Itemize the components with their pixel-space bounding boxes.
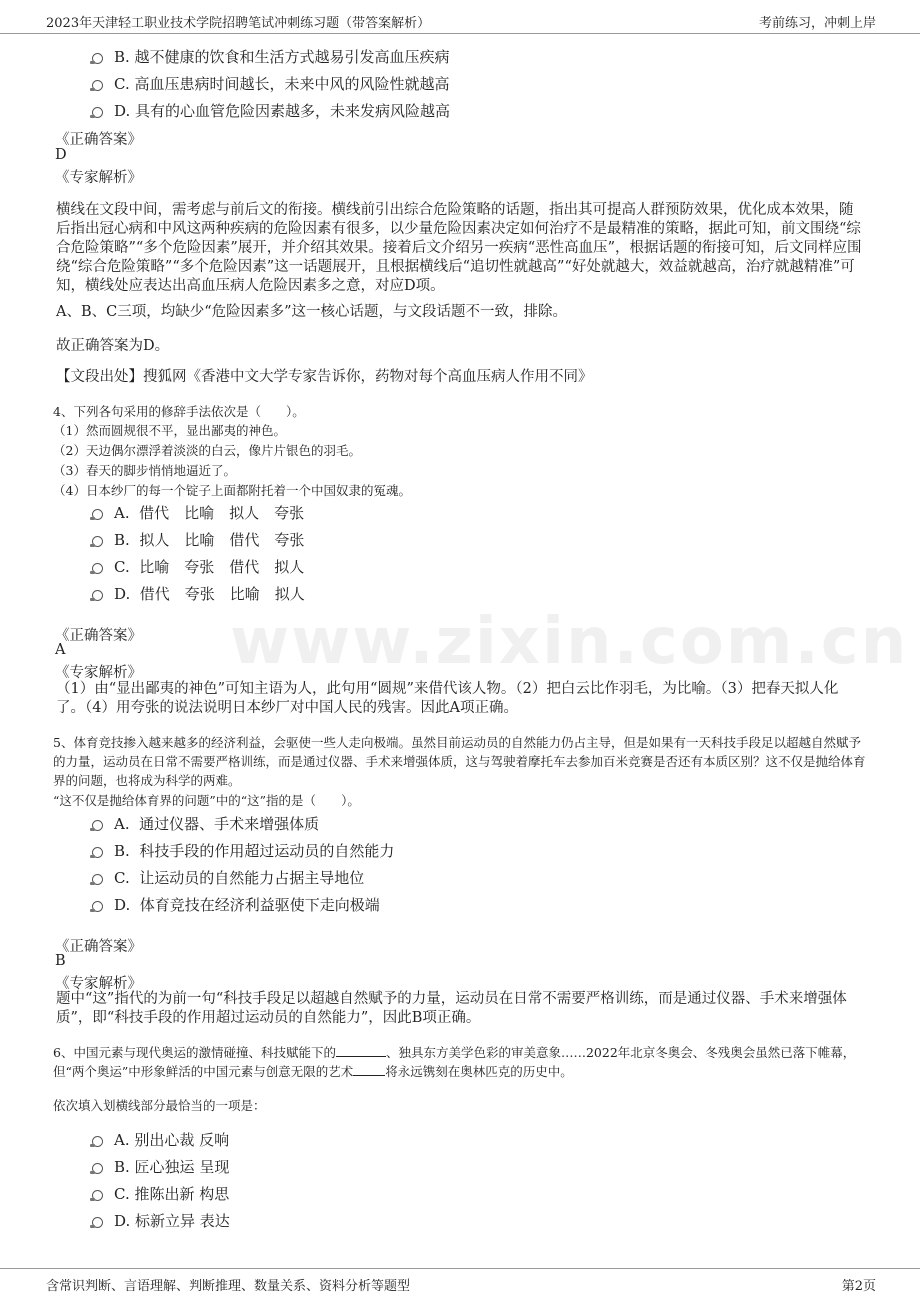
question-stem: 4、下列各句采用的修辞手法依次是（ ）。 (53, 404, 305, 419)
page-footer (0, 1268, 920, 1302)
q4-item: （2）天边偶尔漂浮着淡淡的白云，像片片银色的羽毛。 (53, 443, 361, 458)
option-text: B. 拟人 比喻 借代 夸张 (114, 531, 305, 549)
option-text: B. 匠心独运 呈现 (114, 1158, 230, 1176)
radio-icon[interactable] (92, 874, 103, 885)
stem-part: 、独具东方美学色彩的审美意象……2022年北京冬奥会、冬残奥会虽然已落下帷幕，但“两个奥运”中形象鲜活的中国元素与创意无限的艺术 (53, 1045, 856, 1079)
radio-icon[interactable] (92, 509, 103, 520)
analysis-label: 《专家解析》 (55, 665, 142, 681)
analysis-paragraph: （1）由“显出鄙夷的神色”可知主语为人，此句用“圆规”来借代该人物。（2）把白云比作羽毛，为比喻。（3）把春天拟人化了。（4）用夸张的说法说明日本纱厂对中国人民的残害。因此A项正确。 (56, 681, 839, 716)
correct-answer: D (55, 147, 67, 163)
option-text: D. 借代 夸张 比喻 拟人 (114, 585, 305, 603)
answer-label: 《正确答案》 (55, 939, 142, 955)
radio-icon[interactable] (92, 1217, 103, 1228)
option-text: C. 比喻 夸张 借代 拟人 (114, 558, 305, 576)
radio-icon[interactable] (92, 536, 103, 547)
radio-icon[interactable] (92, 1163, 103, 1174)
option-text: D. 具有的心血管危险因素越多，未来发病风险越高 (114, 102, 451, 120)
option-text: A. 借代 比喻 拟人 夸张 (114, 504, 305, 522)
stem-part: 6、中国元素与现代奥运的激情碰撞、科技赋能下的 (53, 1045, 336, 1060)
q4-item: （1）然而圆规很不平，显出鄙夷的神色。 (53, 423, 286, 438)
question-stem: 5、体育竞技掺入越来越多的经济利益，会驱使一些人走向极端。虽然目前运动员的自然能力仍占主导，但是如果有一天科技手段足以超越自然赋予的力量，运动员在日常不需要严格训练，而是通过仪器、手术来增强体质，这与驾驶着摩托车去参加百米竞赛是否还有本质区别？这不仅是抛给体育界的问题，也将成为科学的两难。 (53, 735, 866, 788)
option-text: B. 越不健康的饮食和生活方式越易引发高血压疾病 (114, 48, 450, 66)
correct-answer: A (55, 642, 66, 658)
option-text: D. 体育竞技在经济利益驱使下走向极端 (114, 896, 380, 914)
analysis-paragraph: 题中“这”指代的为前一句“科技手段足以超越自然赋予的力量，运动员在日常不需要严格训练，而是通过仪器、手术来增强体质”，即“科技手段的作用超过运动员的自然能力”，因此B项正确。 (56, 991, 847, 1026)
option-text: C. 让运动员的自然能力占据主导地位 (114, 869, 365, 887)
radio-icon[interactable] (92, 107, 103, 118)
answer-label: 《正确答案》 (55, 132, 142, 148)
page-number: 第2页 (841, 1279, 876, 1294)
analysis-paragraph: 横线在文段中间，需考虑与前后文的衔接。横线前引出综合危险策略的话题，指出其可提高人群预防效果，优化成本效果，随后指出冠心病和中风这两种疾病的危险因素有很多，以少量危险因素决定如何治疗不是最精准的策略，据此可知，前文围绕“综合危险策略”“多个危险因素”展开，并介绍其效果。接着后文介绍另一疾病“恶性高血压”，根据话题的衔接可知，后文同样应围绕“综合危险策略”“多个危险因素”这一话题展开，且根据横线后“追切性就越高”“好处就越大，效益就越高，治疗就越精准”可知，横线处应表达出高血压病人危险因素多之意，对应D项。 (56, 202, 862, 294)
document-title: 2023年天津轻工职业技术学院招聘笔试冲刺练习题（带答案解析） (46, 16, 431, 31)
question-prompt: “这不仅是抛给体育界的问题”中的“这”指的是（ ）。 (53, 793, 360, 808)
option-text: C. 高血压患病时间越长，未来中风的风险性就越高 (114, 75, 450, 93)
answer-label: 《正确答案》 (55, 628, 142, 644)
radio-icon[interactable] (92, 901, 103, 912)
analysis-label: 《专家解析》 (55, 170, 142, 186)
option-text: A. 通过仪器、手术来增强体质 (114, 815, 320, 833)
question-prompt: 依次填入划横线部分最恰当的一项是： (53, 1098, 266, 1113)
analysis-label: 《专家解析》 (55, 976, 142, 992)
blank-underline (353, 1063, 385, 1076)
option-text: D. 标新立异 表达 (114, 1212, 230, 1230)
stem-part: 将永远镌刻在奥林匹克的历史中。 (385, 1064, 573, 1079)
radio-icon[interactable] (92, 1136, 103, 1147)
analysis-conclusion: 故正确答案为D。 (56, 338, 170, 354)
radio-icon[interactable] (92, 590, 103, 601)
radio-icon[interactable] (92, 53, 103, 64)
correct-answer: B (55, 953, 66, 969)
watermark: www.zixin.com.cn (230, 605, 909, 679)
radio-icon[interactable] (92, 1190, 103, 1201)
blank-underline (336, 1044, 386, 1057)
option-text: B. 科技手段的作用超过运动员的自然能力 (114, 842, 395, 860)
radio-icon[interactable] (92, 80, 103, 91)
footer-note: 含常识判断、言语理解、判断推理、数量关系、资料分析等题型 (46, 1279, 411, 1294)
option-text: C. 推陈出新 构思 (114, 1185, 230, 1203)
analysis-paragraph: A、B、C三项，均缺少“危险因素多”这一核心话题，与文段话题不一致，排除。 (56, 304, 568, 320)
page-header (0, 0, 920, 34)
option-text: A. 别出心裁 反响 (114, 1131, 230, 1149)
question-stem (53, 1043, 873, 1081)
radio-icon[interactable] (92, 847, 103, 858)
header-slogan: 考前练习，冲刺上岸 (758, 16, 876, 31)
radio-icon[interactable] (92, 563, 103, 574)
source-citation: 【文段出处】搜狐网《香港中文大学专家告诉你，药物对每个高血压病人作用不同》 (56, 369, 593, 385)
q4-item: （4）日本纱厂的每一个锭子上面都附托着一个中国奴隶的冤魂。 (53, 483, 411, 498)
q4-item: （3）春天的脚步悄悄地逼近了。 (53, 463, 236, 478)
radio-icon[interactable] (92, 820, 103, 831)
